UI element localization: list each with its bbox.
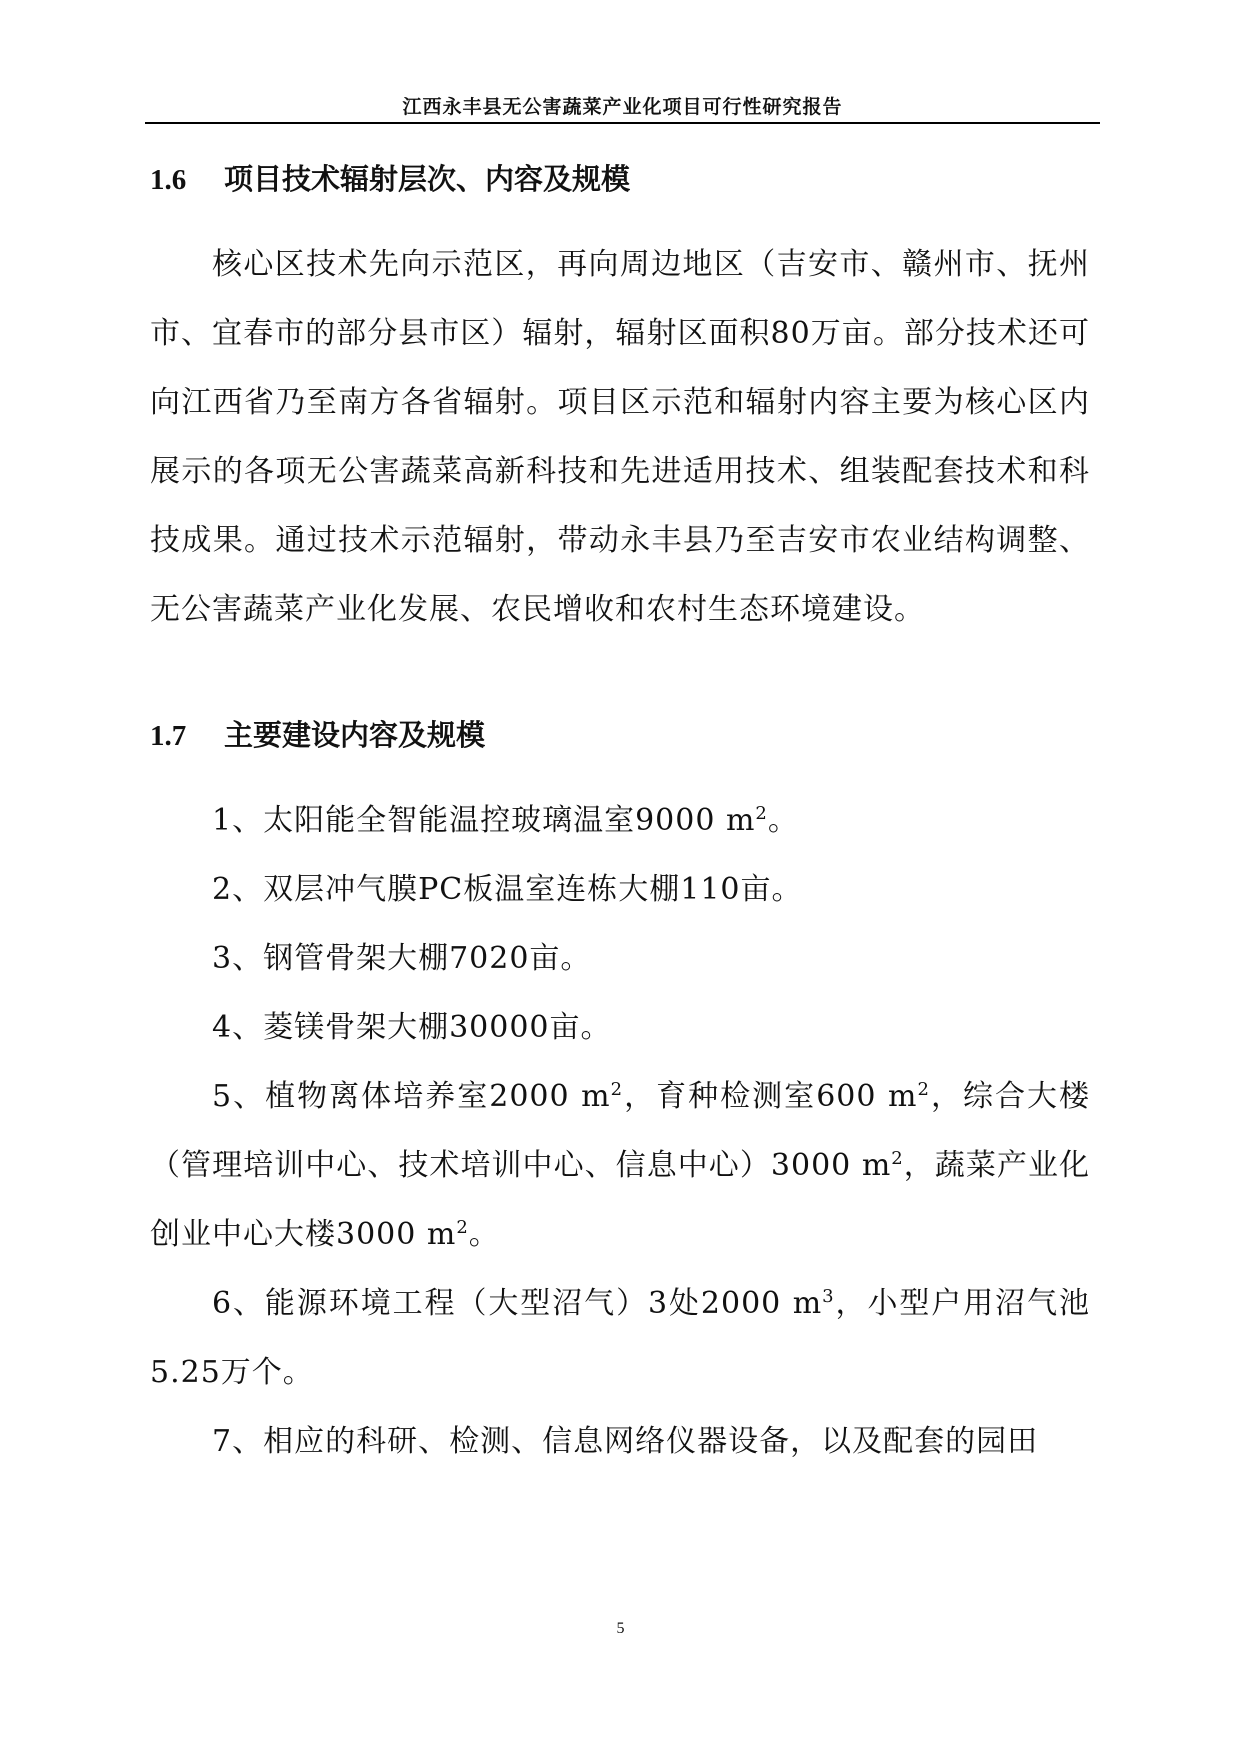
list-item-7: 7、相应的科研、检测、信息网络仪器设备，以及配套的园田 (212, 1424, 1039, 1459)
header-rule (145, 122, 1100, 124)
section-title: 主要建设内容及规模 (224, 718, 486, 752)
list-item-5: 5、植物离体培养室2000 $m^2$，育种检测室600 $m^2$，综合大楼（管理培训中心、技术培训中心、信息中心）3000 $m^2$，蔬菜产业化创业中心大楼3000 $m^2$。 (150, 1079, 1091, 1252)
section-heading-1-7 (150, 713, 485, 754)
section-heading-1-6 (150, 157, 630, 198)
section-1-6-paragraph: 核心区技术先向示范区，再向周边地区（吉安市、赣州市、抚州市、宜春市的部分县市区）辐射，辐射区面积80万亩。部分技术还可向江西省乃至南方各省辐射。项目区示范和辐射内容主要为核心区内展示的各项无公害蔬菜高新科技和先进适用技术、组装配套技术和科技成果。通过技术示范辐射，带动永丰县乃至吉安市农业结构调整、无公害蔬菜产业化发展、农民增收和农村生态环境建设。 (150, 247, 1090, 627)
list-item-6: 6、能源环境工程（大型沼气）3处2000 $m^3$，小型户用沼气池5.25万个。 (150, 1286, 1090, 1390)
document-header: 江西永丰县无公害蔬菜产业化项目可行性研究报告 (402, 96, 843, 118)
list-item-1: 1、太阳能全智能温控玻璃温室9000 $m^2$。 (212, 803, 799, 838)
section-number: 1.6 (150, 164, 187, 196)
section-number: 1.7 (150, 720, 187, 752)
list-item-4: 4、菱镁骨架大棚30000亩。 (212, 1010, 612, 1045)
section-title: 项目技术辐射层次、内容及规模 (224, 162, 631, 196)
list-item-2: 2、双层冲气膜PC板温室连栋大棚110亩。 (212, 872, 803, 907)
page-number: 5 (616, 1620, 625, 1637)
list-item-3: 3、钢管骨架大棚7020亩。 (212, 941, 592, 976)
